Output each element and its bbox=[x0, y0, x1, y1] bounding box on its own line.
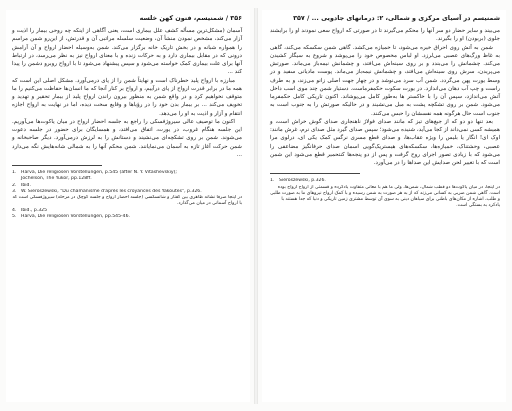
footnote-text: در اینجا، در میان یاکوت‌ها دو قطب شمال، شمن‌ها، ولی ما هم با معانی متفاوت یادکرده و قسمتی از ارواح ارواح بوده است. گاهی شمن ضربی به کسانی می‌زند که از به هر صورت به شمن رسیده و با کمک ارواح نیروهای ما به صورت طلبی و طلب، اشاره از مکان‌های باطنی برای سیاهان دینی به سوی آن توسط مشتری زمین تاریکی و دنیا که جدا هستند با یادکرد به بستگی است. bbox=[270, 184, 500, 209]
footnote-number: 2. bbox=[12, 182, 17, 188]
footnote-number: 3. bbox=[12, 188, 17, 194]
right-page-header: شمنیسم در آسیای مرکزی و شمالی، ۲: درمانهای جادویی ... / ۳۵۷ bbox=[293, 14, 500, 22]
footnote-divider bbox=[270, 173, 360, 174]
footnote bbox=[12, 195, 242, 208]
footnote-text: Jochelson, The Yukor, pp.128ff. bbox=[21, 176, 92, 182]
footnote bbox=[270, 185, 500, 210]
footnote-text: در اینجا صرفاً نشانه ظاهری بین گفتار و شانسکسی (جلسه احضار ارواح و جلسه کوچک در مرحله) سیروژفسکی است که با ارواح آسمانی در میان می‌گذارد. bbox=[12, 195, 242, 207]
right-paragraph: بعد تنها دو دو که از جیغ‌های تیز که مانند صدای فولاژ ناهنجاری صدای گوش خراش است، و همیشه کسی نمی‌داند از کجا می‌آید، شنیده می‌شود؛ سپس صدای گیرد مثل صدای نرم، غرش مانند: اوک ای! انگار یا بلیس را ویژه عقاب‌ها، و صدای قطع مسری نرگس کمک یکی ای، درلوی مرا عصبی، وحشتناک، خمیازه‌ها، سکسکه‌های هیستریک‌گویی اسمان صدای حرفانگیز مضاعفی را می‌شود که با زیادی تصور اجرای روح گرفت و پس از دو پنجه‌ها کنتحمیر قطع می‌شود این شمن است که با تغییر لحن صدایش این صداها را در می‌آورد. bbox=[270, 118, 500, 166]
footnote-text: Harva, Die religiösen Vorstellungen, p.545 (after N. Y. Vitashevskiy); bbox=[21, 170, 177, 175]
left-page bbox=[6, 10, 250, 402]
footnote-text: Harva, Die religiösen Vorstellungen, pp.545-46. bbox=[21, 214, 130, 220]
left-paragraph: اکنون ما توصیف عالی سیروژفسکی را راجع به جلسه احضار ارواح در میان یاکوت‌ها می‌آوریم. این جلسه هنگام غروب، در یورت، اتفاق می‌افتد، و همسایگان برای حضور در جلسه دعوت می‌شوند. شمن بر روی تشکچه‌ای می‌نشیند و دستانش را به لرزش درمی‌آورد. دیگر صاحبخانه و شمن حرکت آغاز تازه به آسمان می‌نمایانند. شمن محکم آنها را به شمالی شانه‌هایش نگه می‌دارد ... bbox=[12, 118, 242, 158]
footnote-number: 1. bbox=[12, 170, 17, 175]
left-paragraph: آسمان (مشکل‌ترین مسأله کشف علل بیماری است، یعنی آگاهی از اینکه چه روحی بیمار را اذیت و آزار می‌کند، مشخص نمودن منشأ آن، وضعیت سلسله مراتبی آن و قدرتش، از این‌رو شمن مراسم را همواره شبانه و در بخش تاریک خانه برگزار می‌کند. شمن به‌وسیله احضار ارواح و آن آرامش درونی که در مقابل بیماری دارد و به حرکات زنده و با معنای ارواح نیز به نظر می‌رسد، در ارتباط آنها برای علت بیماری کمک خواسته می‌شود و سپس پیشنهاد می‌شود تا با ارواح روبرو دشمن را پیدا کند ... bbox=[12, 28, 242, 76]
footnote-number: 5. bbox=[12, 214, 17, 220]
right-footnotes bbox=[270, 178, 500, 209]
left-page-header: ۳۵۶ / شمنیسم، فنون کهن خلسه bbox=[139, 14, 242, 22]
footnote-text: Ibid. bbox=[21, 182, 31, 188]
footnote-text: W. Sieroszewski, "Du chamanisme d'après les croyances des Yakoutes", p.326. bbox=[21, 188, 202, 194]
book-gutter bbox=[254, 8, 258, 404]
left-paragraph: مبارزه با ارواح پلید خطرناک است و نهایتاً شمن را از پای درمی‌آورد. مشکل اصلی این است که همه ما در برابر قدرت ارواح از پای درآییم، و ارواح بر کنار آنجا که ما انسان‌ها حفاظت می‌کنیم را ما متوقف نخواهیم کرد و در واقع شمن به منظور بیرون راندن ارواح پلید از بیمار تحقیر و تهدید و تخویف می‌کند ... بر بیمار بدن خود را در رؤیاها و وقایع سخت دیده، اما در نهایت به ارواح اجازه انتقام و آزار و اذیت به او را می‌دهد. bbox=[12, 77, 242, 117]
right-page bbox=[262, 10, 506, 402]
right-page-body bbox=[270, 27, 500, 167]
left-page-body bbox=[12, 27, 242, 159]
left-footnotes bbox=[12, 170, 242, 220]
right-paragraph: شمن به آتش روی احراق خیره می‌شود، تا خمیازه می‌کشد. گاهی شمن سکسکه می‌کند، گاهی به غاظ ورگ‌های عصبی می‌لرزد. او لباس مخصوص خود را می‌پوشد و شروع به سیگار کشیدن می‌کند. چشمانش را می‌بندد و بر روی سینه‌اش می‌افتد، و چشمانش نیمه‌باز می‌ماند. صورتش می‌پریدن، سرش روی سینه‌اش می‌افتد، و چشمانش نیمه‌باز می‌ماند. پوست مادیانی سفید و در وسط یورت پهن می‌گردد. شمن آب سرد می‌نوشد و در چهار جهت اصلی زانو می‌زند، و به طرف راست و چپ آب دهان می‌اندازد. در یورت سکوت حکمفرماست. دستیار شمن چند موی اسب داخل آتش می‌اندازد، سپس آن را با خاکستر ها به‌طور کامل می‌پوشاند. اکنون تاریکی کامل حکمفرما می‌شود. شمن بر روی تشکچه پشت به مبل می‌نشیند و در حالیکه صورتش را به جنوب است به جنوب است حال هرگونه همه نفسشان را حبس می‌کنند. bbox=[270, 44, 500, 117]
footnote bbox=[12, 214, 242, 220]
footnote-text: Ibid., p.325 bbox=[21, 207, 47, 213]
footnote-divider bbox=[12, 165, 102, 166]
right-paragraph: می‌بیند و سایر حضار دو سر آنها را محکم می‌گیرند تا در صورتی که ارواح سعی نمودند او را برایشند جلوی (بربودن) او را بگیرند. bbox=[270, 28, 500, 43]
footnote-number: 1. bbox=[270, 178, 275, 184]
footnote-text: Sieroszewski, p.326. bbox=[279, 178, 326, 184]
footnote-number: 4. bbox=[12, 207, 17, 213]
